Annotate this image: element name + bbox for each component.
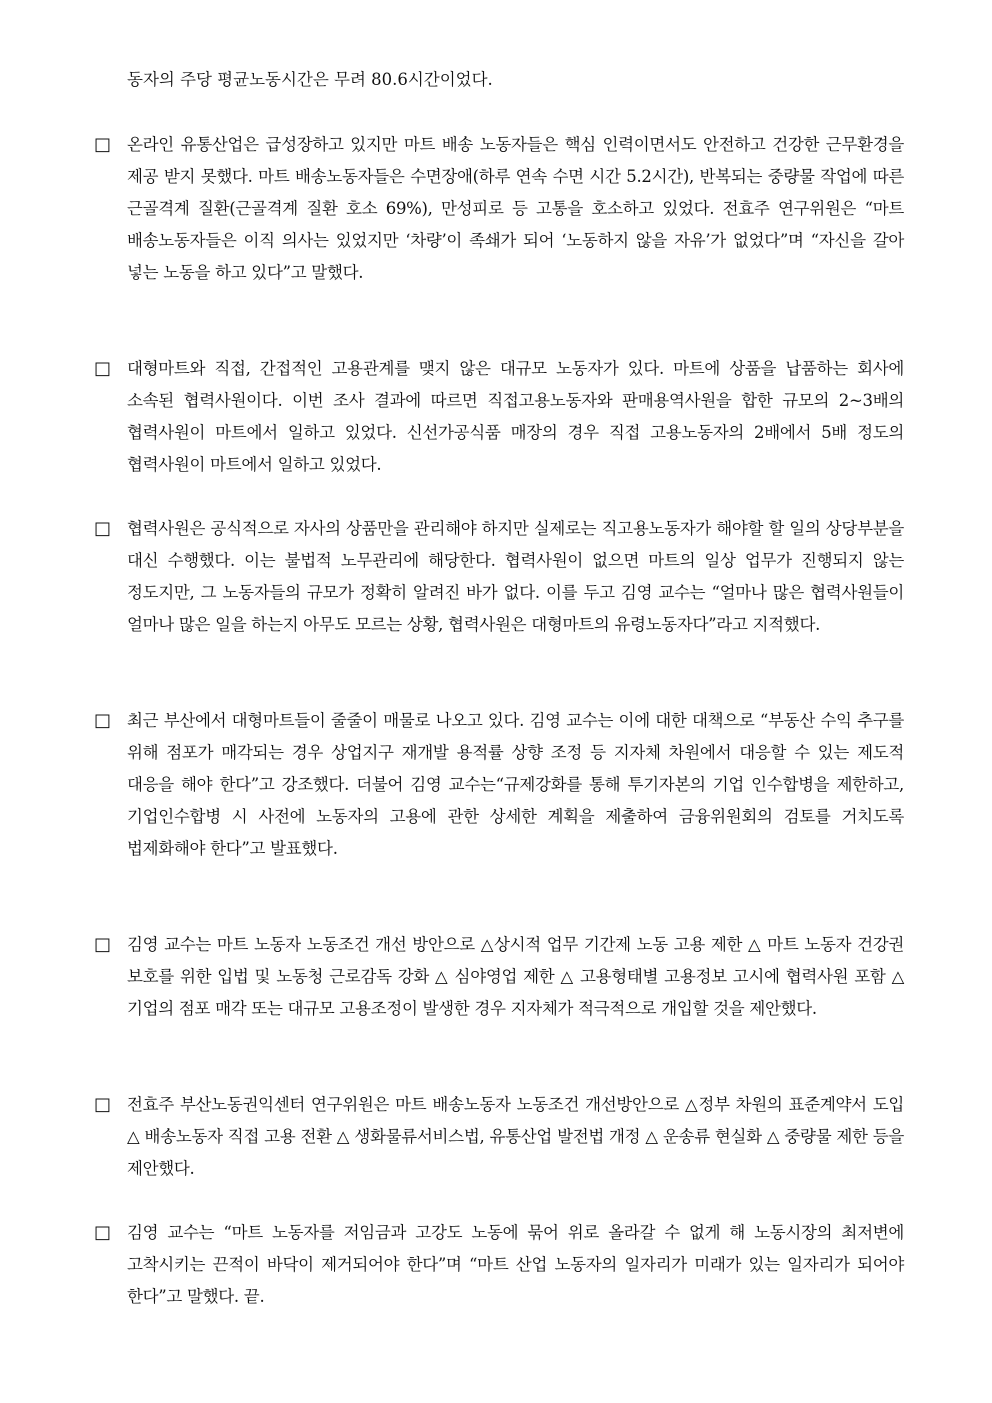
checkbox-bullet-icon: □ bbox=[94, 710, 112, 731]
paragraph-text: 최근 부산에서 대형마트들이 줄줄이 매물로 나오고 있다. 김영 교수는 이에 대한 대책으로 “부동산 수익 추구를 위해 점포가 매각되는 경우 상업지구 재개발 용적률 상향 조정 등 지자체 차원에서 대응할 수 있는 제도적 대응을 해야 한다”고 강조했다. 더불어 김영 교수는“규제강화를 통해 투기자본의 기업 인수합병을 제한하고, 기업인수합병 시 사전에 노동자의 고용에 관한 상세한 계획을 제출하여 금융위원회의 검토를 거치도록 법제화해야 한다”고 발표했다. bbox=[127, 711, 904, 858]
paragraph-text: 김영 교수는 “마트 노동자를 저임금과 고강도 노동에 묶어 위로 올라갈 수 없게 해 노동시장의 최저변에 고착시키는 끈적이 바닥이 제거되어야 한다”며 “마트 산업 노동자의 일자리가 미래가 있는 일자리가 되어야 한다”고 말했다. 끝. bbox=[127, 1223, 904, 1306]
checkbox-bullet-icon: □ bbox=[94, 1222, 112, 1243]
paragraph-text: 김영 교수는 마트 노동자 노동조건 개선 방안으로 △상시적 업무 기간제 노동 고용 제한 △ 마트 노동자 건강권 보호를 위한 입법 및 노동청 근로감독 강화 △ 심야영업 제한 △ 고용형태별 고용정보 고시에 협력사원 포함 △ 기업의 점포 매각 또는 대규모 고용조정이 발생한 경우 지자체가 적극적으로 개입할 것을 제안했다. bbox=[127, 935, 904, 1018]
paragraph-kim-proposals bbox=[94, 929, 904, 1025]
paragraph-partner-duties bbox=[94, 513, 904, 641]
paragraph-closing-remarks bbox=[94, 1217, 904, 1313]
checkbox-bullet-icon: □ bbox=[94, 934, 112, 955]
paragraph-partner-workers bbox=[94, 353, 904, 481]
paragraph-online-delivery bbox=[94, 129, 904, 289]
intro-line: 동자의 주당 평균노동시간은 무려 80.6시간이었다. bbox=[127, 70, 493, 89]
checkbox-bullet-icon: □ bbox=[94, 134, 112, 155]
paragraph-text: 전효주 부산노동권익센터 연구위원은 마트 배송노동자 노동조건 개선방안으로 △정부 차원의 표준계약서 도입 △ 배송노동자 직접 고용 전환 △ 생화물류서비스법, 유통산업 발전법 개정 △ 운송류 현실화 △ 중량물 제한 등을 제안했다. bbox=[127, 1095, 904, 1178]
checkbox-bullet-icon: □ bbox=[94, 1094, 112, 1115]
paragraph-text: 온라인 유통산업은 급성장하고 있지만 마트 배송 노동자들은 핵심 인력이면서도 안전하고 건강한 근무환경을 제공 받지 못했다. 마트 배송노동자들은 수면장애(하루 연속 수면 시간 5.2시간), 반복되는 중량물 작업에 따른 근골격계 질환(근골격계 질환 호소 69%), 만성피로 등 고통을 호소하고 있었다. 전효주 연구위원은 “마트 배송노동자들은 이직 의사는 있었지만 ‘차량’이 족쇄가 되어 ‘노동하지 않을 자유’가 없었다”며 “자신을 갈아 넣는 노동을 하고 있다”고 말했다. bbox=[127, 135, 904, 282]
paragraph-busan-sales bbox=[94, 705, 904, 865]
checkbox-bullet-icon: □ bbox=[94, 358, 112, 379]
checkbox-bullet-icon: □ bbox=[94, 518, 112, 539]
paragraph-text: 협력사원은 공식적으로 자사의 상품만을 관리해야 하지만 실제로는 직고용노동자가 해야할 할 일의 상당부분을 대신 수행했다. 이는 불법적 노무관리에 해당한다. 협력사원이 없으면 마트의 일상 업무가 진행되지 않는 정도지만, 그 노동자들의 규모가 정확히 알려진 바가 없다. 이를 두고 김영 교수는 “얼마나 많은 협력사원들이 얼마나 많은 일을 하는지 아무도 모르는 상황, 협력사원은 대형마트의 유령노동자다”라고 지적했다. bbox=[127, 519, 904, 634]
paragraph-text: 대형마트와 직접, 간접적인 고용관계를 맺지 않은 대규모 노동자가 있다. 마트에 상품을 납품하는 회사에 소속된 협력사원이다. 이번 조사 결과에 따르면 직접고용노동자와 판매용역사원을 합한 규모의 2~3배의 협력사원이 마트에서 일하고 있었다. 신선가공식품 매장의 경우 직접 고용노동자의 2배에서 5배 정도의 협력사원이 마트에서 일하고 있었다. bbox=[127, 359, 904, 474]
paragraph-jeon-proposals bbox=[94, 1089, 904, 1185]
